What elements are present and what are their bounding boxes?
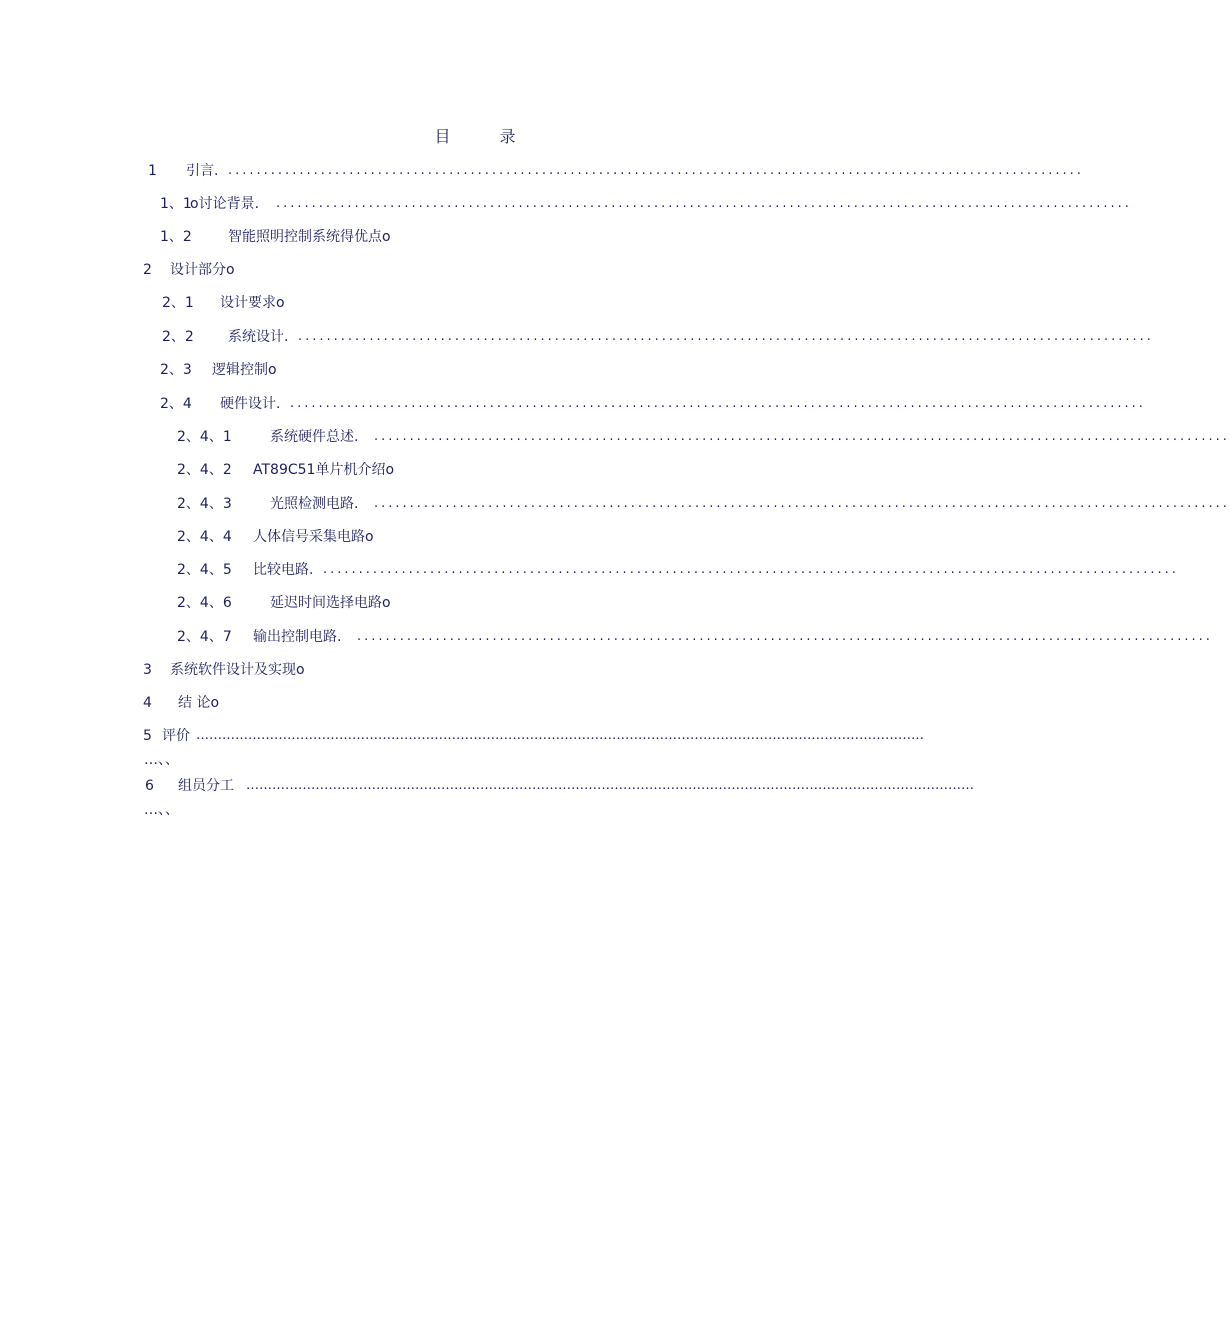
- toc-entry-2-4-3[interactable]: [0, 493, 1230, 515]
- toc-leader-dots: ........................................................................................................................: [290, 396, 1146, 411]
- toc-number: 2、3: [160, 362, 192, 378]
- toc-entry-2-4-5[interactable]: [0, 559, 1179, 581]
- toc-text: 智能照明控制系统得优点o: [228, 229, 391, 245]
- toc-number: 2、2: [162, 329, 194, 345]
- toc-number: 2、4: [160, 396, 192, 412]
- toc-entry-2-4-6[interactable]: [0, 592, 950, 614]
- toc-text: 系统软件设计及实现o: [170, 662, 305, 678]
- toc-text: 设计部分o: [170, 262, 235, 278]
- toc-leader-dots: ........................................................................................................................: [374, 429, 1230, 444]
- toc-entry-1[interactable]: [0, 160, 1084, 182]
- toc-text: 逻辑控制o: [212, 362, 277, 378]
- toc-number: 1、2: [160, 229, 192, 245]
- toc-leader-dots: ........................................................................................................................: [357, 629, 1213, 644]
- toc-entry-4[interactable]: [0, 692, 950, 714]
- toc-continuation: …、、: [144, 752, 179, 768]
- toc-entry-2-2[interactable]: [0, 326, 1154, 348]
- toc-number: 2、4、3: [177, 496, 232, 512]
- toc-entry-1-2[interactable]: [0, 226, 950, 248]
- toc-entry-6[interactable]: [0, 775, 974, 797]
- toc-text: 设计要求o: [220, 295, 285, 311]
- toc-entry-2-3[interactable]: [0, 359, 950, 381]
- toc-text: 人体信号采集电路o: [253, 529, 374, 545]
- toc-number: 1: [148, 163, 157, 179]
- toc-leader-dots: ........................................................................................................................: [276, 196, 1132, 211]
- toc-entry-2-4-4[interactable]: [0, 526, 950, 548]
- toc-number: 2、4、5: [177, 562, 232, 578]
- toc-text: 输出控制电路.: [253, 629, 342, 645]
- toc-number: 2、4、7: [177, 629, 232, 645]
- page-title: 目 录: [434, 127, 538, 146]
- toc-text: 系统设计.: [228, 329, 289, 345]
- toc-text: o讨论背景.: [190, 196, 260, 212]
- toc-number: 2、4、1: [177, 429, 232, 445]
- toc-entry-2[interactable]: [0, 259, 950, 281]
- toc-entry-5[interactable]: [0, 725, 950, 747]
- toc-entry-2-4-1[interactable]: [0, 426, 1230, 448]
- toc-text: 评价: [162, 728, 190, 744]
- toc-leader-ellipsis: ……………………………………………………………………………………………………………………………………………………: [246, 778, 974, 793]
- toc-leader-dots: ........................................................................................................................: [228, 163, 1084, 178]
- toc-number: 2、4、4: [177, 529, 232, 545]
- toc-leader-dots: ........................................................................................................................: [323, 562, 1179, 577]
- toc-number: 2、4、2: [177, 462, 232, 478]
- toc-entry-3[interactable]: [0, 659, 950, 681]
- toc-entry-2-4-7[interactable]: [0, 626, 1213, 648]
- toc-number: 6: [145, 778, 154, 794]
- toc-leader-ellipsis: ……………………………………………………………………………………………………………………………………………………: [196, 728, 924, 743]
- toc-text: 比较电路.: [253, 562, 314, 578]
- toc-entry-1-1[interactable]: [0, 193, 1132, 215]
- toc-leader-dots: ........................................................................................................................: [298, 329, 1154, 344]
- toc-number: 3: [143, 662, 152, 678]
- toc-text: 结 论o: [178, 695, 220, 711]
- toc-leader-dots: ........................................................................................................................: [374, 496, 1230, 511]
- toc-number: 4: [143, 695, 152, 711]
- toc-number: 1、1: [160, 196, 192, 212]
- toc-number: 2: [143, 262, 152, 278]
- toc-entry-2-4[interactable]: [0, 393, 1146, 415]
- toc-text: AT89C51单片机介绍o: [253, 462, 395, 478]
- toc-text: 组员分工: [178, 778, 234, 794]
- toc-number: 2、4、6: [177, 595, 232, 611]
- toc-number: 2、1: [162, 295, 194, 311]
- toc-text: 引言.: [186, 163, 219, 179]
- toc-number: 5: [143, 728, 152, 744]
- toc-entry-2-1[interactable]: [0, 292, 950, 314]
- toc-text: 硬件设计.: [220, 396, 281, 412]
- toc-text: 延迟时间选择电路o: [270, 595, 391, 611]
- toc-continuation: …、、: [144, 802, 179, 818]
- toc-text: 光照检测电路.: [270, 496, 359, 512]
- toc-text: 系统硬件总述.: [270, 429, 359, 445]
- toc-entry-2-4-2[interactable]: [0, 459, 950, 481]
